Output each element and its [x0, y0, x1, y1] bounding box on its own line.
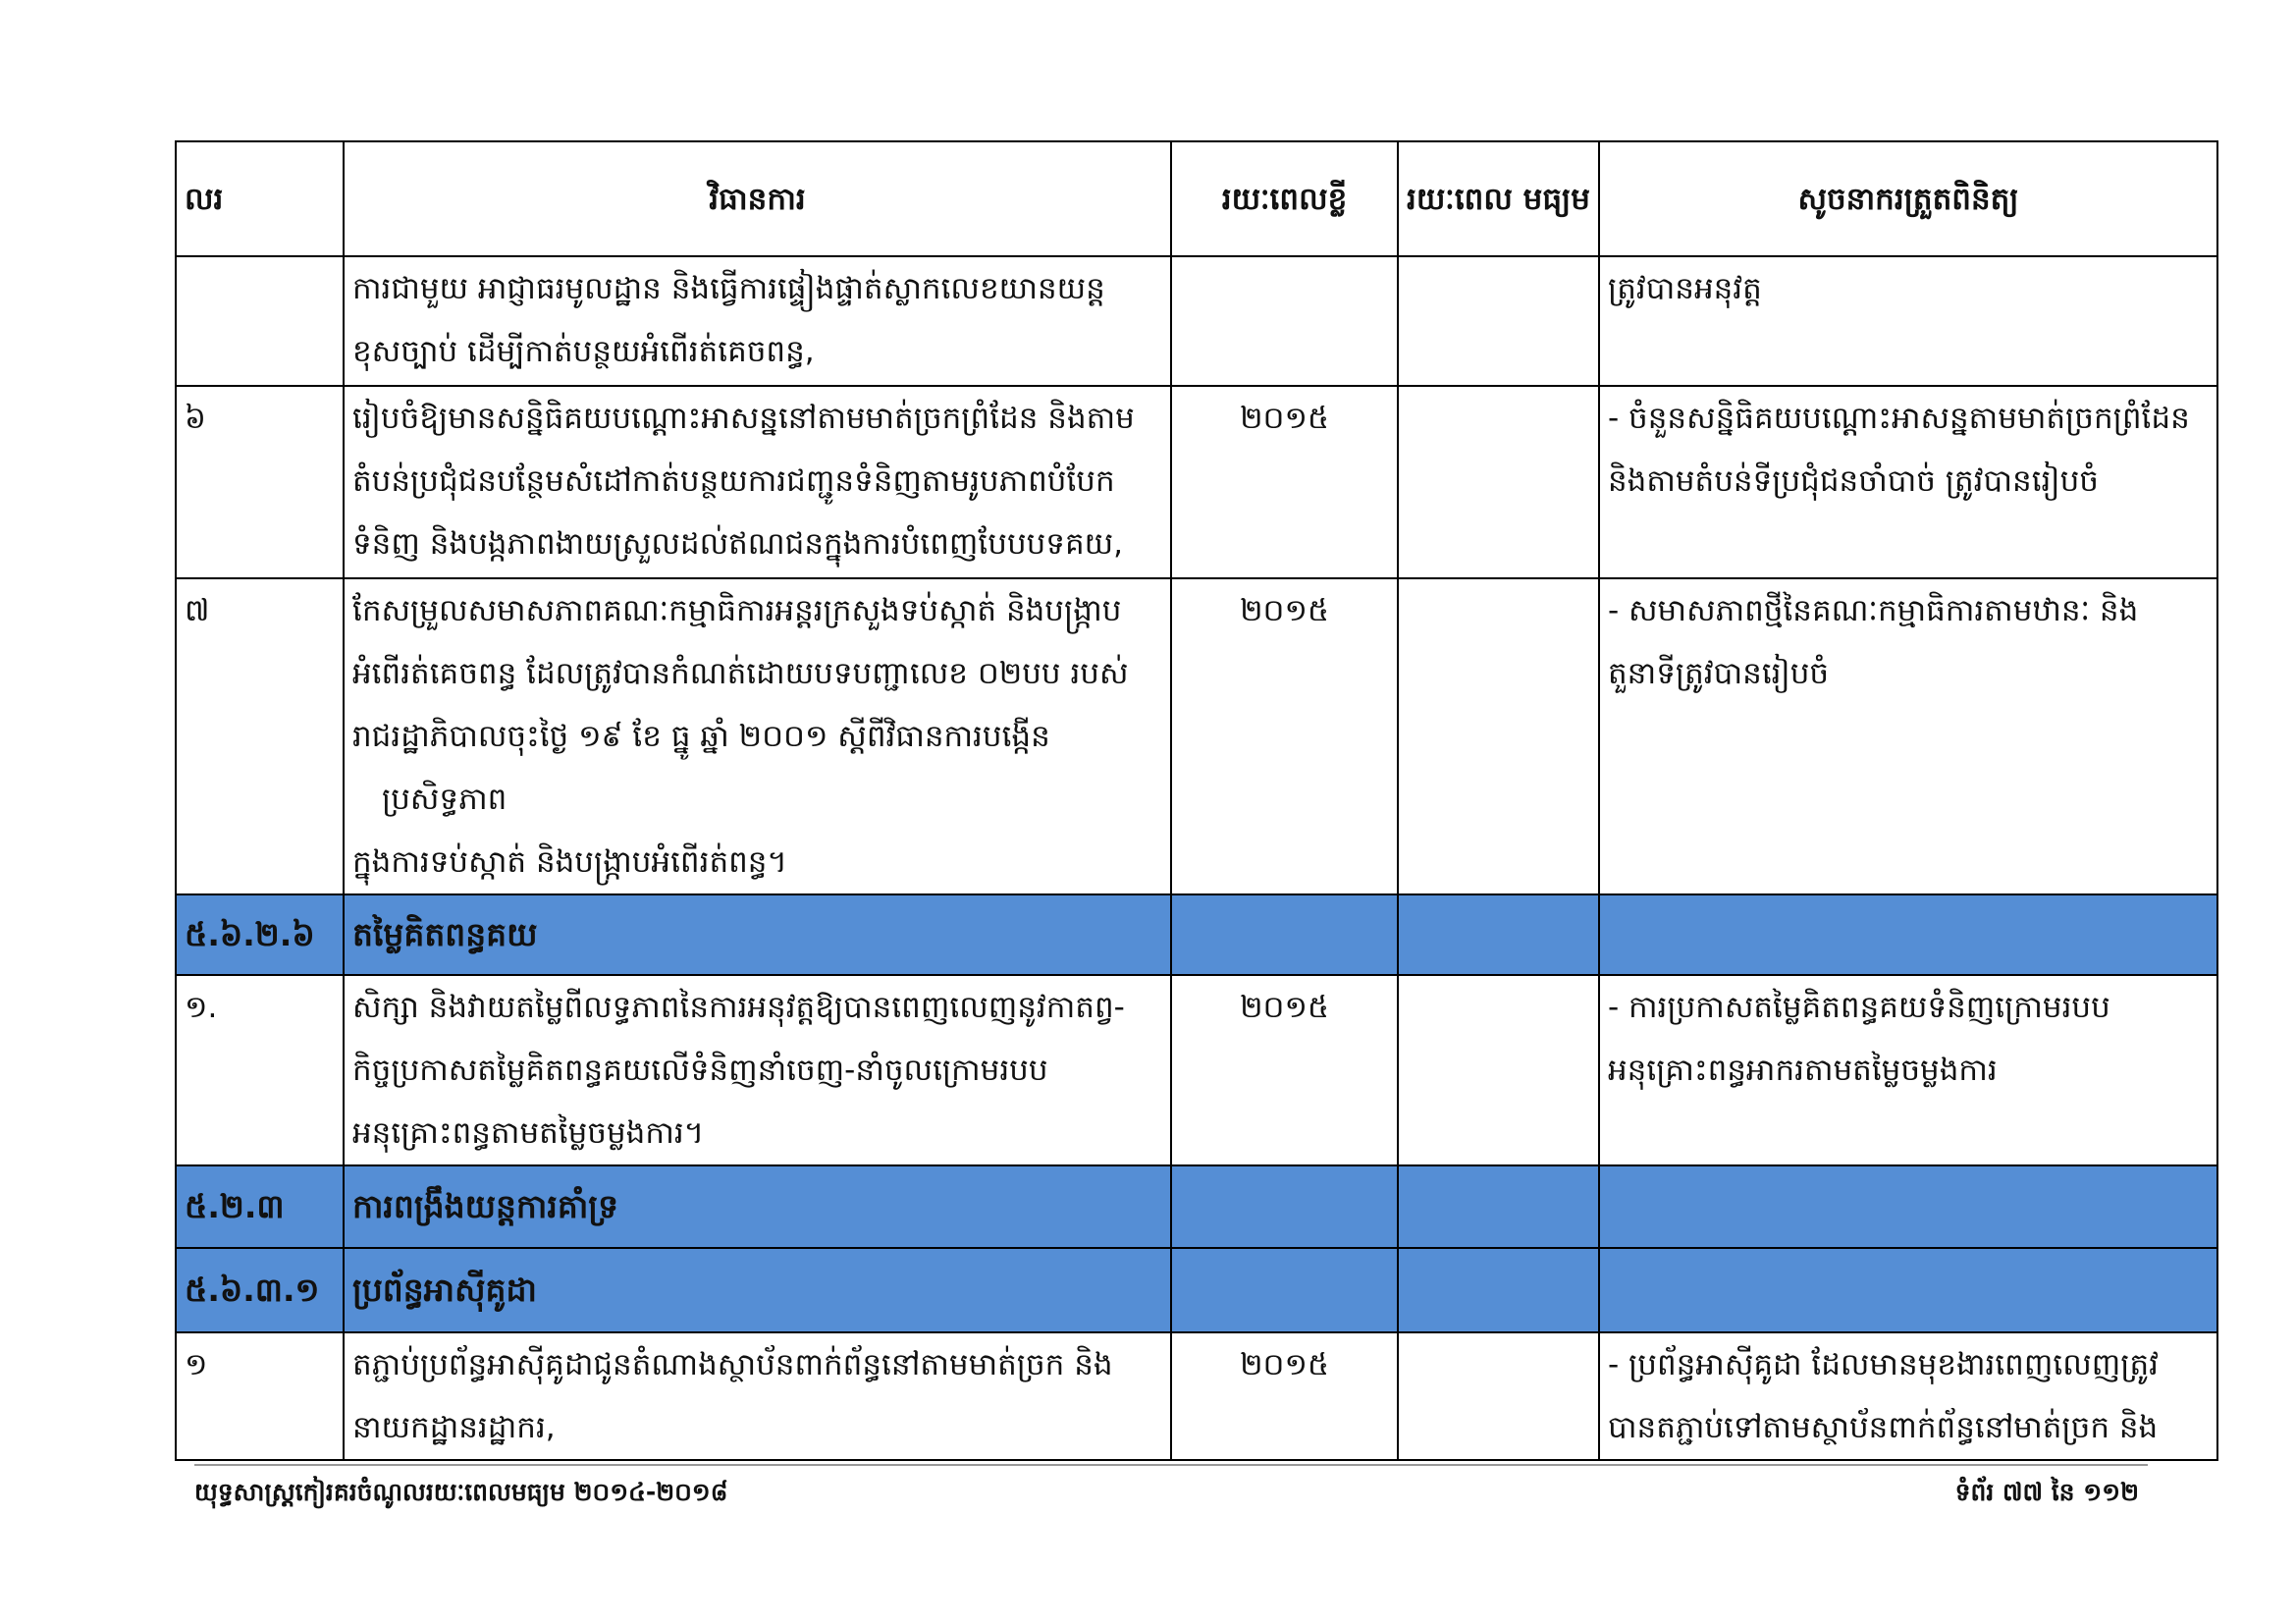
section-empty-cell	[1171, 1165, 1398, 1248]
measure-line: អំពើរត់គេចពន្ធ ដែលត្រូវបានកំណត់ដោយបទបញ្ជាលេខ ០២បប របស់	[352, 656, 1129, 691]
section-row	[176, 1248, 2217, 1332]
table-row	[176, 975, 2217, 1165]
row-indicator	[1599, 975, 2217, 1165]
measure-line: កែសម្រួលសមាសភាពគណៈកម្មាធិការអន្តរក្រសួងទប់ស្កាត់ និងបង្ក្រាប	[352, 593, 1122, 628]
row-medium-term	[1398, 975, 1599, 1165]
row-medium-term	[1398, 256, 1599, 386]
measure-line: ទំនិញ និងបង្កភាពងាយស្រួលដល់ឥណជនក្នុងការបំពេញបែបបទគយ,	[352, 526, 1124, 562]
row-short-term: ២០១៥	[1171, 386, 1398, 578]
row-short-term	[1171, 256, 1398, 386]
row-indicator	[1599, 578, 2217, 894]
row-no	[176, 256, 344, 386]
header-measure: វិធានការ	[344, 141, 1171, 256]
header-short-term: រយៈពេលខ្លី	[1171, 141, 1398, 256]
footer-document-title: យុទ្ធសាស្ត្រកៀរគរចំណូលរយៈពេលមធ្យម ២០១៤-២០១៨	[194, 1478, 728, 1506]
row-short-term: ២០១៥	[1171, 975, 1398, 1165]
header-medium-term: រយៈពេល មធ្យម	[1398, 141, 1599, 256]
measure-line: សិក្សា និងវាយតម្លៃពីលទ្ធភាពនៃការអនុវត្តឱ្យបានពេញលេញនូវកាតព្វ-	[352, 990, 1125, 1025]
row-measure	[344, 256, 1171, 386]
row-measure	[344, 578, 1171, 894]
row-no: ១.	[176, 975, 344, 1165]
indicator-line: - សមាសភាពថ្មីនៃគណៈកម្មាធិការតាមឋានៈ និង	[1608, 593, 2139, 628]
measure-line: ខុសច្បាប់ ដើម្បីកាត់បន្ថយអំពើរត់គេចពន្ធ,	[352, 334, 815, 369]
measure-line: តំបន់ប្រជុំជនបន្ថែមសំដៅកាត់បន្ថយការជញ្ជូនទំនិញតាមរូបភាពបំបែក	[352, 463, 1115, 499]
row-short-term: ២០១៥	[1171, 1332, 1398, 1460]
section-empty-cell	[1171, 894, 1398, 975]
indicator-line: ត្រូវបានអនុវត្ត	[1608, 271, 1762, 306]
section-no: ៥.៦.២.៦	[176, 894, 344, 975]
row-short-term: ២០១៥	[1171, 578, 1398, 894]
section-empty-cell	[1398, 1248, 1599, 1332]
row-measure	[344, 1332, 1171, 1460]
section-empty-cell	[1599, 894, 2217, 975]
footer-divider	[194, 1464, 2148, 1466]
measure-line: រាជរដ្ឋាភិបាលចុះថ្ងៃ ១៩ ខែ ធ្នូ ឆ្នាំ ២០០១ ស្តីពីវិធានការបង្កើនប្រសិទ្ធភាព	[352, 719, 1050, 817]
row-indicator	[1599, 1332, 2217, 1460]
measure-line: កិច្ចប្រកាសតម្លៃគិតពន្ធគយលើទំនិញនាំចេញ-នាំចូលក្រោមរបប	[352, 1053, 1048, 1088]
table-row	[176, 256, 2217, 386]
section-title: តម្លៃគិតពន្ធគយ	[344, 894, 1171, 975]
section-empty-cell	[1599, 1165, 2217, 1248]
section-no: ៥.៦.៣.១	[176, 1248, 344, 1332]
section-no: ៥.២.៣	[176, 1165, 344, 1248]
section-title: ប្រព័ន្ធអាស៊ីគូដា	[344, 1248, 1171, 1332]
indicator-line: - ការប្រកាសតម្លៃគិតពន្ធគយទំនិញក្រោមរបប	[1608, 990, 2110, 1025]
row-indicator	[1599, 256, 2217, 386]
row-medium-term	[1398, 578, 1599, 894]
measure-line: ការជាមួយ អាជ្ញាធរមូលដ្ឋាន និងធ្វើការផ្ទៀងផ្ទាត់ស្លាកលេខយានយន្ត	[352, 271, 1105, 306]
row-no: ៧	[176, 578, 344, 894]
header-indicator: សូចនាករត្រួតពិនិត្យ	[1599, 141, 2217, 256]
indicator-line: តួនាទីត្រូវបានរៀបចំ	[1608, 656, 1830, 691]
indicator-line: និងតាមតំបន់ទីប្រជុំជនចាំបាច់ ត្រូវបានរៀបចំ	[1608, 463, 2099, 499]
footer-page-number: ទំព័រ ៧៧ នៃ ១១២	[1954, 1478, 2139, 1506]
measure-line: រៀបចំឱ្យមានសន្និធិគយបណ្តោះអាសន្ននៅតាមមាត់ច្រកព្រំដែន និងតាម	[352, 401, 1135, 436]
indicator-line: - ប្រព័ន្ធអាស៊ីគូដា ដែលមានមុខងារពេញលេញត្រូវ	[1608, 1347, 2159, 1382]
measure-line: តភ្ជាប់ប្រព័ន្ធអាស៊ីគូដាជូនតំណាងស្ថាប័នពាក់ព័ន្ធនៅតាមមាត់ច្រក និង	[352, 1347, 1113, 1382]
measure-line: អនុគ្រោះពន្ធតាមតម្លៃចម្លងការ។	[352, 1115, 705, 1151]
section-empty-cell	[1599, 1248, 2217, 1332]
section-row	[176, 1165, 2217, 1248]
section-empty-cell	[1171, 1248, 1398, 1332]
indicator-line: បានតភ្ជាប់ទៅតាមស្ថាប័នពាក់ព័ន្ធនៅមាត់ច្រក និង	[1608, 1410, 2159, 1445]
row-no: ១	[176, 1332, 344, 1460]
row-measure	[344, 975, 1171, 1165]
table-header-row	[176, 141, 2217, 256]
section-title: ការពង្រឹងយន្តការគាំទ្រ	[344, 1165, 1171, 1248]
row-indicator	[1599, 386, 2217, 578]
indicator-line: - ចំនួនសន្និធិគយបណ្តោះអាសន្នតាមមាត់ច្រកព្រំដែន	[1608, 401, 2190, 436]
header-no: លរ	[176, 141, 344, 256]
measure-line: ក្នុងការទប់ស្កាត់ និងបង្ក្រាបអំពើរត់ពន្ធ។	[352, 844, 787, 880]
section-empty-cell	[1398, 894, 1599, 975]
table-row	[176, 1332, 2217, 1460]
action-plan-table	[175, 140, 2218, 1461]
table-row	[176, 386, 2217, 578]
measure-line: នាយកដ្ឋានរដ្ឋាករ,	[352, 1410, 556, 1445]
table-row	[176, 578, 2217, 894]
section-row	[176, 894, 2217, 975]
section-empty-cell	[1398, 1165, 1599, 1248]
row-medium-term	[1398, 1332, 1599, 1460]
row-no: ៦	[176, 386, 344, 578]
indicator-line: អនុគ្រោះពន្ធអាករតាមតម្លៃចម្លងការ	[1608, 1053, 1998, 1088]
row-medium-term	[1398, 386, 1599, 578]
row-measure	[344, 386, 1171, 578]
